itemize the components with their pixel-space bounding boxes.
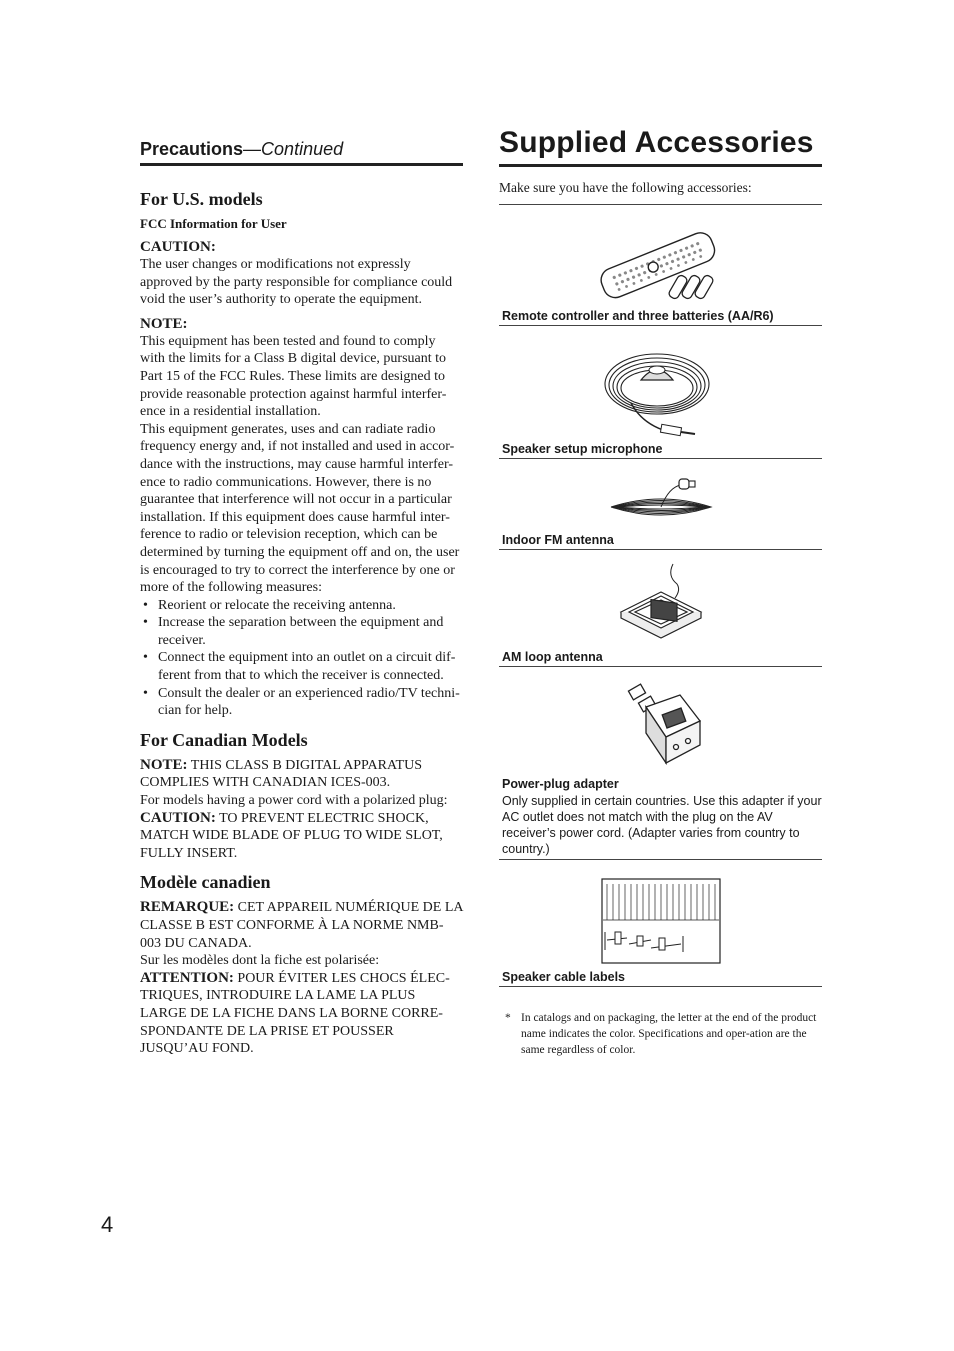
modele-canadien-heading: Modèle canadien (140, 872, 271, 893)
ca-note-label: NOTE: (140, 756, 188, 773)
left-column (140, 139, 463, 1058)
caution-label: CAUTION: (140, 239, 216, 255)
power-plug-adapter-icon (616, 681, 706, 771)
intro-text: Make sure you have the following accessories: (499, 167, 822, 205)
accessory-description: Only supplied in certain countries. Use this adapter if your AC outlet does not match with the plug on the AV receiver’s power cord. (Adapter varies from country to country.) (502, 794, 822, 856)
accessory-caption: Speaker setup microphone (502, 442, 663, 456)
accessory-remote (499, 205, 822, 326)
fr-attention-text: POUR ÉVITER LES CHOCS ÉLEC-TRIQUES, INTRODUIRE LA LAME LA PLUS LARGE DE LA FICHE DANS LA BORNE CORRE-SPONDANTE DE LA PRISE ET POUSSER JUSQU’AU FOND. (140, 970, 450, 1057)
caution-text: The user changes or modifications not expressly approved by the party responsible for compliance could void the user’s authority to operate the equipment. (140, 257, 453, 308)
list-item: • Increase the separation between the equipment and receiver. (140, 614, 463, 649)
fm-antenna-icon (601, 477, 721, 527)
list-item: • Connect the equipment into an outlet on a circuit dif-ferent from that to which the receiver is connected. (140, 649, 463, 684)
accessory-fm-antenna (499, 459, 822, 550)
page-number: 4 (101, 1212, 114, 1237)
fr-attention-label: ATTENTION: (140, 969, 234, 986)
accessory-speaker-labels (499, 860, 822, 987)
accessory-power-plug-adapter (499, 667, 822, 860)
fr-remarque (140, 899, 463, 952)
fcc-label: FCC Information for User (140, 216, 287, 231)
accessory-am-loop (499, 550, 822, 667)
speaker-cable-labels-icon (601, 878, 721, 964)
footnote-text: In catalogs and on packaging, the letter at the end of the product name indicates the color. Specifications and oper-ation are the same regardless of color. (521, 1012, 817, 1056)
ca-note (140, 757, 463, 792)
page-title: Supplied Accessories (499, 126, 822, 167)
canadian-models-heading: For Canadian Models (140, 729, 308, 750)
am-loop-antenna-icon (611, 562, 711, 648)
accessory-caption: Remote controller and three batteries (AA/R6) (502, 309, 774, 323)
fr-attention (140, 970, 463, 1058)
note-label: NOTE: (140, 315, 188, 332)
accessory-caption: Power-plug adapter (502, 777, 619, 791)
fr-remarque-label: REMARQUE: (140, 899, 235, 916)
footnote-mark: * (505, 1012, 511, 1024)
running-head (140, 139, 463, 166)
accessory-caption: Speaker cable labels (502, 970, 625, 984)
ca-caution (140, 810, 463, 863)
accessory-microphone (499, 326, 822, 459)
ca-caution-text: TO PREVENT ELECTRIC SHOCK, MATCH WIDE BLADE OF PLUG TO WIDE SLOT, FULLY INSERT. (140, 810, 443, 861)
note-text-2: This equipment generates, uses and can radiate radio frequency energy and, if not installed and used in accor-dance with the instructions, may cause harmful interfer-ence to radio communications. However, there is no guarantee that interference will not occur in a particular installation. If this equipment does cause harmful inter-ference to radio or television reception, which can be determined by turning the equipment off and on, the user is encouraged to try to correct the interference by one or more of the following measures: (140, 421, 460, 596)
ca-caution-label: CAUTION: (140, 809, 216, 826)
fr-polarise-text: Sur les modèles dont la fiche est polarisée: (140, 953, 380, 969)
measures-list (140, 597, 463, 720)
microphone-icon (601, 348, 721, 438)
accessory-caption: Indoor FM antenna (502, 533, 614, 547)
fr-remarque-text: CET APPAREIL NUMÉRIQUE DE LA CLASSE B EST CONFORME À LA NORME NMB-003 DU CANADA. (140, 900, 463, 951)
ca-polarized-text: For models having a power cord with a polarized plug: (140, 793, 448, 809)
accessory-caption: AM loop antenna (502, 650, 603, 664)
running-head-continued: —Continued (243, 139, 344, 159)
footnote (499, 1010, 822, 1058)
list-item: • Consult the dealer or an experienced radio/TV techni-cian for help. (140, 685, 463, 720)
list-item: • Reorient or relocate the receiving antenna. (140, 597, 463, 615)
remote-controller-icon (591, 225, 731, 305)
running-head-main: Precautions (140, 139, 244, 159)
us-models-heading: For U.S. models (140, 189, 263, 209)
ca-note-text: THIS CLASS B DIGITAL APPARATUS COMPLIES WITH CANADIAN ICES-003. (140, 757, 422, 791)
right-column (499, 126, 822, 1058)
note-text-1: This equipment has been tested and found to comply with the limits for a Class B digital device, pursuant to Part 15 of the FCC Rules. These limits are designed to provide reasonable protection against harmful interfer-ence in a residential installation. (140, 333, 447, 420)
